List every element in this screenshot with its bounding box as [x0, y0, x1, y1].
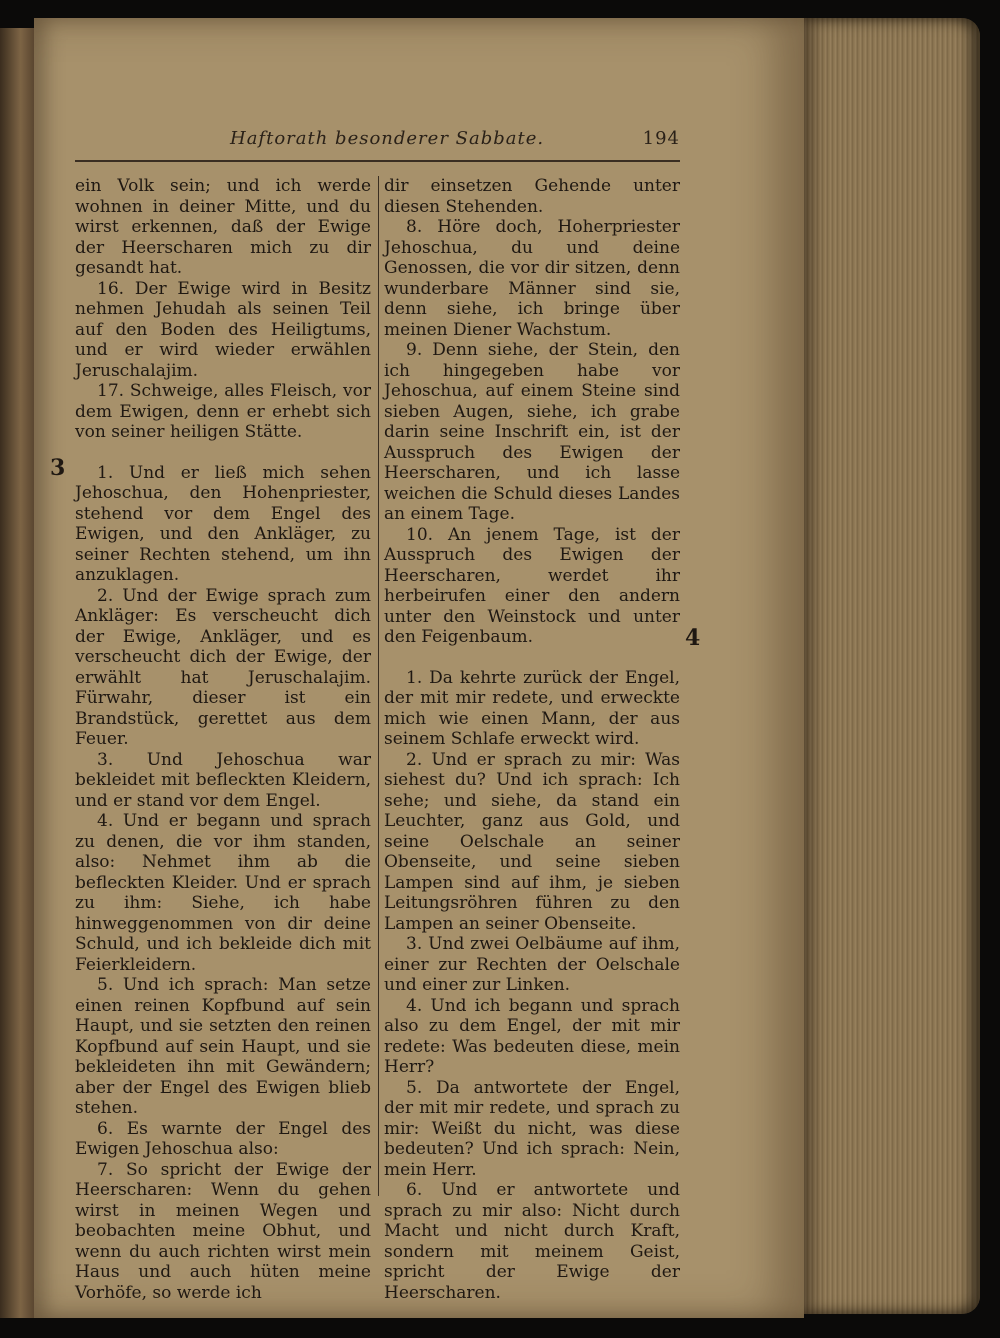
paragraph: 3. Und Jehoschua war bekleidet mit befleckten Kleidern, und er stand vor dem Engel.	[75, 749, 371, 811]
paragraph: 1. Und er ließ mich sehen Jehoschua, den Hohenpriester, stehend vor dem Engel des Ewigen, und den Ankläger, zu seiner Rechten stehend, um ihn anzuklagen.	[75, 462, 371, 585]
paragraph: dir einsetzen Gehende unter diesen Stehenden.	[384, 176, 680, 217]
paragraph: 16. Der Ewige wird in Besitz nehmen Jehudah als seinen Teil auf den Boden des Heiligtums, und er wird wieder erwählen Jeruschalajim.	[75, 278, 371, 381]
paragraph: 5. Und ich sprach: Man setze einen reinen Kopfbund auf sein Haupt, und sie setzten den reinen Kopfbund auf sein Haupt, und sie bekleideten ihn mit Gewändern; aber der Engel des Ewigen blieb stehen.	[75, 975, 371, 1118]
column-divider	[378, 176, 379, 1196]
paragraph: 10. An jenem Tage, ist der Ausspruch des Ewigen der Heerscharen, werdet ihr herbeirufen einer den andern unter den Weinstock und unter den Feigenbaum.	[384, 524, 680, 647]
paragraph: 17. Schweige, alles Fleisch, vor dem Ewigen, denn er erhebt sich von seiner heiligen Stätte.	[75, 381, 371, 442]
running-header	[230, 128, 680, 156]
scan-left-edge	[0, 28, 34, 1318]
paragraph: 8. Höre doch, Hoherpriester Jehoschua, du und deine Genossen, die vor dir sitzen, denn wunderbare Männer sind sie, denn siehe, ich bringe über meinen Diener Wachstum.	[384, 217, 680, 340]
header-rule	[75, 160, 680, 162]
chapter-number-4: 4	[685, 625, 701, 651]
paragraph: 9. Denn siehe, der Stein, den ich hingegeben habe vor Jehoschua, auf einem Steine sind sieben Augen, siehe, ich grabe darin seine Inschrift ein, ist der Ausspruch des Ewigen der Heerscharen, und ich lasse weichen die Schuld dieses Landes an einem Tage.	[384, 340, 680, 524]
paragraph: 5. Da antwortete der Engel, der mit mir redete, und sprach zu mir: Weißt du nicht, was diese bedeuten? Und ich sprach: Nein, mein Herr.	[384, 1077, 680, 1180]
paragraph: 6. Es warnte der Engel des Ewigen Jehoschua also:	[75, 1118, 371, 1159]
paragraph: 7. So spricht der Ewige der Heerscharen: Wenn du gehen wirst in meinen Wegen und beobachten meine Obhut, und wenn du auch richten wirst mein Haus und auch hüten meine Vorhöfe, so werde ich	[75, 1159, 371, 1303]
paragraph: 4. Und er begann und sprach zu denen, die vor ihm standen, also: Nehmet ihm ab die befleckten Kleider. Und er sprach zu ihm: Siehe, ich habe hinweggenommen von dir deine Schuld, und ich bekleide dich mit Feierkleidern.	[75, 811, 371, 975]
paragraph: 4. Und ich begann und sprach also zu dem Engel, der mit mir redete: Was bedeuten diese, mein Herr?	[384, 995, 680, 1077]
paragraph: 6. Und er antwortete und sprach zu mir also: Nicht durch Macht und nicht durch Kraft, sondern mit meinem Geist, spricht der Ewige der Heerscharen.	[384, 1180, 680, 1303]
paragraph: ein Volk sein; und ich werde wohnen in deiner Mitte, und du wirst erkennen, daß der Ewige der Heerscharen mich zu dir gesandt hat.	[75, 176, 371, 278]
right-column	[384, 176, 680, 1303]
page-number: 194	[642, 128, 680, 149]
paragraph: 2. Und der Ewige sprach zum Ankläger: Es verscheucht dich der Ewige, Ankläger, und es verscheucht dich der Ewige, der erwählt hat Jeruschalajim. Fürwahr, dieser ist ein Brandstück, gerettet aus dem Feuer.	[75, 585, 371, 749]
page-stack-edge	[804, 18, 980, 1314]
paragraph: 2. Und er sprach zu mir: Was siehest du? Und ich sprach: Ich sehe; und siehe, da stand ein Leuchter, ganz aus Gold, und seine Oelschale an seiner Obenseite, und seine sieben Lampen sind auf ihm, je sieben Leitungsröhren führen zu den Lampen an seiner Obenseite.	[384, 749, 680, 934]
header-title: Haftorath besonderer Sabbate.	[230, 128, 545, 149]
paragraph: 1. Da kehrte zurück der Engel, der mit mir redete, und erweckte mich wie einen Mann, der aus seinem Schlafe erweckt wird.	[384, 667, 680, 749]
paragraph: 3. Und zwei Oelbäume auf ihm, einer zur Rechten der Oelschale und einer zur Linken.	[384, 934, 680, 995]
left-column	[75, 176, 371, 1303]
chapter-number-3: 3	[50, 455, 66, 481]
